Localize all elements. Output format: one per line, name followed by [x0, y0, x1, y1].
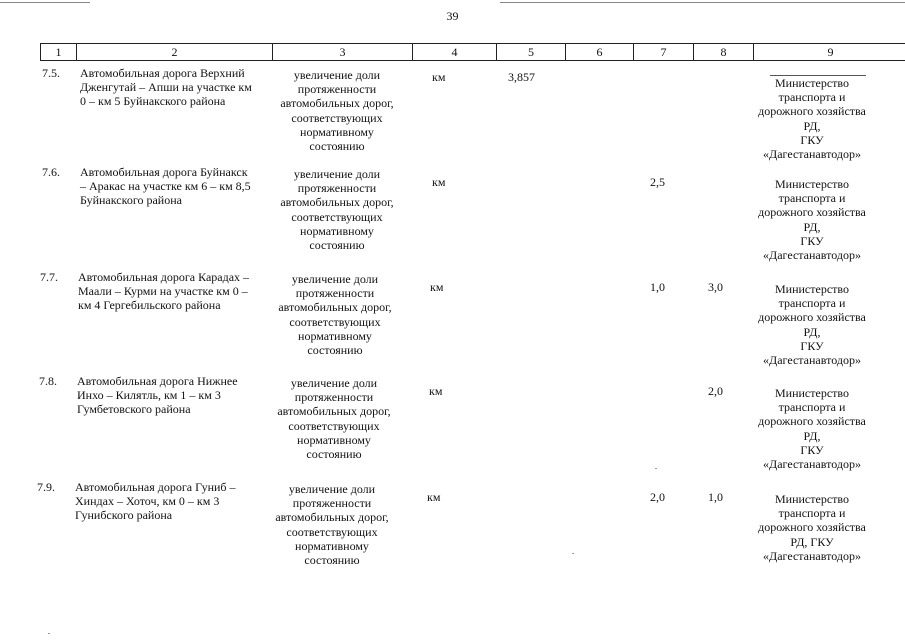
indicator-line: автомобильных дорог,	[280, 195, 394, 210]
page-number: 39	[446, 9, 459, 23]
executor-line: Министерство	[775, 492, 849, 506]
value-col-7: 2,5	[650, 175, 665, 189]
executor-line: РД,	[803, 324, 821, 339]
executor	[752, 177, 872, 262]
indicator	[272, 167, 402, 252]
road-name-line: Маали – Курми на участке км 0 –	[78, 284, 248, 299]
value-col-7: 2,0	[650, 490, 665, 504]
road-name-line: Буйнакского района	[80, 193, 182, 208]
road-name-line: км 4 Гергебильского района	[78, 298, 221, 313]
indicator-line: увеличение доли	[291, 272, 379, 286]
header-col-2: 2	[77, 44, 273, 60]
executor	[752, 282, 872, 367]
executor-line: ГКУ	[800, 338, 824, 353]
executor-line: транспорта и	[778, 506, 846, 521]
indicator-line: соответствующих	[289, 314, 381, 329]
indicator-line: увеличение доли	[288, 482, 376, 496]
executor-line: «Дагестанавтодор»	[763, 457, 861, 472]
indicator-line: автомобильных дорог,	[278, 300, 392, 315]
executor	[752, 492, 872, 563]
header-col-7: 7	[634, 44, 694, 60]
road-name-line: – Аракас на участке км 6 – км 8,5	[80, 179, 251, 194]
unit: км	[432, 70, 446, 84]
indicator-line: соответствующих	[291, 209, 383, 224]
executor-line: Министерство	[775, 282, 849, 296]
indicator-line: соответствующих	[288, 418, 380, 433]
scan-speck	[48, 633, 50, 634]
indicator-line: протяженности	[295, 286, 375, 301]
indicator-line: протяженности	[292, 496, 372, 511]
indicator	[269, 376, 399, 461]
road-name-line: 0 – км 5 Буйнакского района	[80, 94, 226, 109]
executor-line: транспорта и	[778, 90, 846, 105]
executor-line: дорожного хозяйства	[758, 414, 866, 429]
road-name	[75, 480, 263, 523]
executor-line: РД,	[803, 428, 821, 443]
header-col-9: 9	[827, 45, 834, 59]
road-name-line: Автомобильная дорога Нижнее	[77, 374, 238, 388]
executor-line: РД, ГКУ	[790, 534, 834, 549]
road-name	[80, 165, 268, 208]
indicator-line: соответствующих	[286, 524, 378, 539]
executor-line: дорожного хозяйства	[758, 104, 866, 119]
indicator-line: соответствующих	[291, 110, 383, 125]
executor-line: ГКУ	[800, 442, 824, 457]
header-col-6: 6	[566, 44, 634, 60]
executor-line: «Дагестанавтодор»	[763, 147, 861, 162]
row-number: 7.9.	[37, 480, 55, 494]
indicator-line: нормативному	[300, 223, 374, 238]
indicator-line: состоянию	[307, 343, 363, 358]
table-header-row	[40, 43, 905, 61]
road-name	[80, 66, 268, 109]
executor-line: «Дагестанавтодор»	[763, 548, 861, 563]
indicator-line: состоянию	[309, 238, 365, 253]
indicator-line: нормативному	[300, 124, 374, 139]
executor	[752, 386, 872, 471]
indicator	[267, 482, 397, 567]
executor-line: транспорта и	[778, 191, 846, 206]
executor-line: «Дагестанавтодор»	[763, 248, 861, 263]
value-col-7: 1,0	[650, 280, 665, 294]
indicator-line: нормативному	[297, 432, 371, 447]
indicator-line: состоянию	[306, 447, 362, 462]
executor-line: РД,	[803, 118, 821, 133]
indicator-line: протяженности	[294, 390, 374, 405]
executor-line: ГКУ	[800, 233, 824, 248]
road-name-line: Гунибского района	[75, 508, 173, 523]
scan-top-line	[500, 2, 905, 3]
value-col-5: 3,857	[508, 70, 535, 84]
indicator-line: увеличение доли	[290, 376, 378, 390]
unit: км	[430, 280, 444, 294]
row-number: 7.8.	[39, 374, 57, 388]
executor-line: дорожного хозяйства	[758, 310, 866, 325]
indicator-line: автомобильных дорог,	[277, 404, 391, 419]
value-col-8: 1,0	[708, 490, 723, 504]
executor	[752, 76, 872, 161]
indicator-line: нормативному	[295, 538, 369, 553]
executor-line: транспорта и	[778, 296, 846, 311]
executor-line: «Дагестанавтодор»	[763, 353, 861, 368]
scan-top-line	[0, 2, 90, 3]
indicator	[270, 272, 400, 357]
header-col-8: 8	[694, 44, 754, 60]
executor-line: Министерство	[775, 76, 849, 90]
indicator-line: состоянию	[309, 139, 365, 154]
row-number: 7.7.	[40, 270, 58, 284]
row-number: 7.5.	[42, 66, 60, 80]
executor-line: Министерство	[775, 177, 849, 191]
executor-line: Министерство	[775, 386, 849, 400]
road-name	[77, 374, 265, 417]
indicator-line: автомобильных дорог,	[280, 96, 394, 111]
road-name-line: Дженгутай – Апши на участке км	[80, 80, 252, 95]
header-col-3: 3	[273, 44, 413, 60]
header-col-5: 5	[497, 44, 566, 60]
road-name-line: Гумбетовского района	[77, 402, 191, 417]
value-col-8: 2,0	[708, 384, 723, 398]
executor-line: транспорта и	[778, 400, 846, 415]
scan-speck	[572, 553, 574, 554]
road-name-line: Автомобильная дорога Гуниб –	[75, 480, 236, 494]
executor-line: дорожного хозяйства	[758, 520, 866, 535]
indicator-line: увеличение доли	[293, 167, 381, 181]
indicator-line: состоянию	[304, 553, 360, 568]
header-col-4: 4	[413, 44, 497, 60]
executor-line: ГКУ	[800, 132, 824, 147]
indicator-line: протяженности	[297, 82, 377, 97]
row-number: 7.6.	[42, 165, 60, 179]
executor-line: дорожного хозяйства	[758, 205, 866, 220]
road-name-line: Автомобильная дорога Буйнакск	[80, 165, 248, 179]
indicator-line: автомобильных дорог,	[275, 510, 389, 525]
unit: км	[427, 490, 441, 504]
scan-speck	[655, 468, 657, 469]
executor-line: РД,	[803, 219, 821, 234]
unit: км	[432, 175, 446, 189]
value-col-8: 3,0	[708, 280, 723, 294]
unit: км	[429, 384, 443, 398]
indicator	[272, 68, 402, 153]
road-name-line: Автомобильная дорога Верхний	[80, 66, 245, 80]
indicator-line: увеличение доли	[293, 68, 381, 82]
header-col-1: 1	[41, 44, 77, 60]
indicator-line: нормативному	[298, 328, 372, 343]
road-name-line: Хиндах – Хоточ, км 0 – км 3	[75, 494, 220, 509]
indicator-line: протяженности	[297, 181, 377, 196]
road-name-line: Инхо – Килятль, км 1 – км 3	[77, 388, 221, 403]
road-name-line: Автомобильная дорога Карадах –	[78, 270, 250, 284]
road-name	[78, 270, 266, 313]
